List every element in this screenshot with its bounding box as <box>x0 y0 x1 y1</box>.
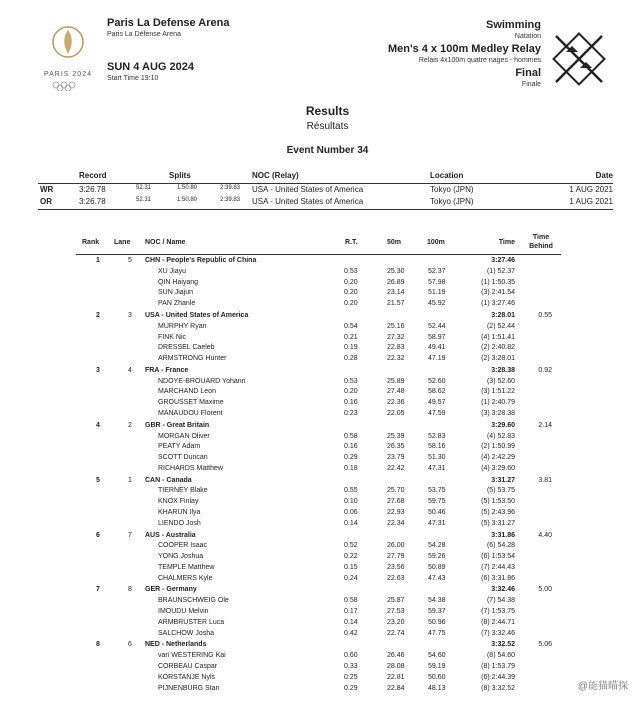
swimmer-100m: 47.31 <box>428 464 446 472</box>
noc-relay-header: NOC (Relay) <box>252 171 299 180</box>
swimmer-100m: 58.62 <box>428 388 446 396</box>
team-time-behind: 0.55 <box>538 311 552 319</box>
swimmer-100m: 49.41 <box>428 344 446 352</box>
50m-header: 50m <box>387 239 402 246</box>
record-location: Tokyo (JPN) <box>430 185 474 194</box>
rt-header: R.T. <box>345 239 358 246</box>
swimmer-100m: 59.26 <box>428 553 446 561</box>
team-noc: CHN - People's Republic of China <box>145 257 257 264</box>
splits-header: Splits <box>169 171 191 180</box>
swimmer-name: FINK Nic <box>158 333 186 341</box>
team-row <box>0 257 640 268</box>
swimmer-50m: 26.35 <box>387 443 405 451</box>
swimmer-cumulative-split: (5) 53.75 <box>486 487 515 495</box>
date-header: Date <box>595 171 613 180</box>
swimmer-reaction-time: 0.42 <box>344 629 358 637</box>
swimmer-cumulative-split: (3) 2:41.54 <box>481 289 515 297</box>
swimmer-100m: 59.75 <box>428 498 446 506</box>
records-rule-top <box>38 183 613 184</box>
swimmer-reaction-time: 0.22 <box>344 553 358 561</box>
phase-name: Final <box>515 67 541 79</box>
swimmer-reaction-time: 0.33 <box>344 662 358 670</box>
swimmer-name: CHALMERS Kyle <box>158 574 213 582</box>
team-rank: 4 <box>96 421 100 429</box>
swimmer-name: IMOUDU Melvin <box>158 608 209 615</box>
swimmer-name: XU Jiayu <box>158 267 187 275</box>
swimmer-reaction-time: 0.28 <box>344 355 358 363</box>
swimmer-row <box>0 619 640 630</box>
swimmer-50m: 25.30 <box>387 267 405 275</box>
swimmer-reaction-time: 0.52 <box>344 542 358 550</box>
swimmer-reaction-time: 0.60 <box>344 652 358 660</box>
swimmer-50m: 22.05 <box>387 410 405 417</box>
record-split-3: 2:39.83 <box>220 185 241 191</box>
team-time-behind: 5.00 <box>538 586 552 594</box>
swimmer-cumulative-split: (4) 3:29.60 <box>481 464 515 472</box>
swimmer-name: TEMPLE Matthew <box>158 563 215 571</box>
team-time: 3:32.52 <box>491 641 515 649</box>
team-row <box>0 477 640 488</box>
noc-name-header: NOC / Name <box>145 239 186 246</box>
swimmer-100m: 49.57 <box>428 399 446 407</box>
swimmer-cumulative-split: (3) 3:28.38 <box>481 410 515 417</box>
record-code: WR <box>40 185 54 194</box>
record-location: Tokyo (JPN) <box>430 197 474 206</box>
swimmer-cumulative-split: (1) 52.37 <box>486 267 515 275</box>
swimmer-reaction-time: 0.17 <box>344 608 358 615</box>
swimmer-reaction-time: 0.20 <box>344 278 358 286</box>
swimmer-row <box>0 685 640 696</box>
swimmer-name: DRESSEL Caeleb <box>158 344 215 352</box>
sport-name: Swimming <box>485 19 541 31</box>
team-time: 3:31.86 <box>491 531 515 539</box>
swimmer-50m: 26.00 <box>387 542 405 550</box>
swimmer-row <box>0 388 640 399</box>
swimmer-50m: 25.89 <box>387 377 405 385</box>
swimmer-100m: 51.19 <box>428 289 446 297</box>
swimmer-name: COOPER Isaac <box>158 542 208 550</box>
swimmer-row <box>0 454 640 465</box>
swimmer-100m: 52.60 <box>428 377 446 385</box>
event-name: Men's 4 x 100m Medley Relay <box>387 43 541 55</box>
swimmer-row <box>0 355 640 366</box>
swimmer-row <box>0 399 640 410</box>
swimmer-row <box>0 652 640 663</box>
swimmer-cumulative-split: (2) 52.44 <box>486 322 515 330</box>
swimmer-reaction-time: 0.21 <box>344 333 358 341</box>
swimmer-name: SUN Jiajun <box>158 289 194 297</box>
lane-header: Lane <box>114 239 131 246</box>
swimmer-cumulative-split: (1) 1:50.35 <box>481 278 515 286</box>
swimmer-cumulative-split: (6) 1:53.54 <box>481 553 515 561</box>
team-time-behind: 3.81 <box>538 476 552 484</box>
team-lane: 7 <box>128 531 132 539</box>
swimmer-50m: 22.74 <box>387 629 405 637</box>
swimmer-cumulative-split: (7) 2:44.43 <box>481 563 515 571</box>
swimmer-row <box>0 608 640 619</box>
team-lane: 2 <box>128 421 132 429</box>
swimmer-100m: 50.96 <box>428 618 446 626</box>
swimmer-row <box>0 498 640 509</box>
swimmer-row <box>0 268 640 279</box>
team-noc: NED - Netherlands <box>145 641 207 649</box>
swimmer-100m: 50.60 <box>428 673 446 681</box>
team-time: 3:31.27 <box>491 476 515 484</box>
record-date: 1 AUG 2021 <box>569 185 613 194</box>
record-split-1: 52.31 <box>136 185 152 191</box>
swimmer-reaction-time: 0.10 <box>344 498 358 506</box>
swimmer-100m: 47.75 <box>428 629 446 637</box>
swimmer-name: ARMBRUSTER Luca <box>158 618 225 626</box>
swimmer-name: TIERNEY Blake <box>158 487 208 495</box>
swimmer-50m: 22.32 <box>387 355 405 363</box>
swimmer-reaction-time: 0.16 <box>344 443 358 451</box>
records-header <box>38 171 613 183</box>
team-time: 3:28.01 <box>491 311 515 319</box>
swimmer-100m: 47.31 <box>428 519 446 527</box>
swimmer-reaction-time: 0.25 <box>344 673 358 681</box>
team-time: 3:32.46 <box>491 586 515 594</box>
swimmer-name: RICHARDS Matthew <box>158 464 223 472</box>
team-rank: 2 <box>96 311 100 319</box>
swimmer-100m: 50.46 <box>428 509 446 516</box>
swimmer-cumulative-split: (6) 3:31.86 <box>481 574 515 582</box>
swimmer-100m: 58.97 <box>428 333 446 341</box>
swimmer-50m: 27.48 <box>387 388 405 396</box>
results-title-fr: Résultats <box>306 121 349 132</box>
swimmer-row <box>0 663 640 674</box>
swimmer-name: SALCHOW Josha <box>158 629 215 637</box>
swimmer-name: NDOYE-BROUARD Yohann <box>158 377 246 385</box>
swimmer-name: KHARUN Ilya <box>158 509 201 516</box>
swimmer-cumulative-split: (2) 1:50.99 <box>481 443 515 451</box>
swimmer-cumulative-split: (3) 1:51.22 <box>481 388 515 396</box>
team-rank: 6 <box>96 531 100 539</box>
swimmer-name: PEATY Adam <box>158 443 201 451</box>
swimmer-100m: 47.43 <box>428 574 446 582</box>
swimmer-row <box>0 509 640 520</box>
swimmer-reaction-time: 0.20 <box>344 289 358 297</box>
swimmer-cumulative-split: (8) 3:32.52 <box>481 684 515 692</box>
swimmer-50m: 25.16 <box>387 322 405 330</box>
team-time-behind: 0.92 <box>538 366 552 374</box>
swimmer-50m: 25.39 <box>387 432 405 440</box>
team-time: 3:28.38 <box>491 366 515 374</box>
record-noc: USA - United States of America <box>252 185 364 194</box>
swimmer-name: ARMSTRONG Hunter <box>158 355 227 363</box>
swimmer-row <box>0 674 640 685</box>
swimmer-row <box>0 487 640 498</box>
swimmer-row <box>0 279 640 290</box>
time-header: Time <box>498 239 515 246</box>
swimmer-row <box>0 289 640 300</box>
swimmer-row <box>0 378 640 389</box>
swimmer-name: MARCHAND Leon <box>158 388 216 396</box>
swimmer-cumulative-split: (2) 2:40.82 <box>481 344 515 352</box>
swimmer-row <box>0 334 640 345</box>
team-row <box>0 367 640 378</box>
swimmer-cumulative-split: (8) 2:44.71 <box>481 618 515 626</box>
swimmer-name: CORBEAU Caspar <box>158 662 218 670</box>
swimming-pictogram-icon <box>548 28 610 90</box>
record-code: OR <box>40 197 52 206</box>
swimmer-reaction-time: 0.29 <box>344 684 358 692</box>
team-rank: 7 <box>96 586 100 594</box>
time-behind-header: Time Behind <box>529 234 553 250</box>
watermark: @能猫瞄探 <box>577 681 628 692</box>
swimmer-row <box>0 520 640 531</box>
swimmer-50m: 27.68 <box>387 498 405 506</box>
swimmer-50m: 26.89 <box>387 278 405 286</box>
team-lane: 3 <box>128 311 132 319</box>
swimmer-name: MANAUDOU Florent <box>158 410 223 417</box>
swimmer-100m: 47.19 <box>428 355 446 363</box>
team-lane: 1 <box>128 476 132 484</box>
team-row <box>0 312 640 323</box>
swimmer-100m: 52.37 <box>428 267 446 275</box>
swimmer-reaction-time: 0.54 <box>344 322 358 330</box>
swimmer-row <box>0 553 640 564</box>
swimmer-100m: 59.37 <box>428 608 446 615</box>
swimmer-100m: 54.28 <box>428 542 446 550</box>
swimmer-cumulative-split: (4) 2:42.29 <box>481 454 515 462</box>
event-name-fr: Relais 4x100m quatre nages - hommes <box>418 57 541 64</box>
swimmer-reaction-time: 0.58 <box>344 597 358 605</box>
swimmer-reaction-time: 0.14 <box>344 618 358 626</box>
team-rank: 1 <box>96 257 100 264</box>
results-table-rule <box>76 254 561 255</box>
swimmer-name: PIJNENBURG Stan <box>158 684 220 692</box>
venue-name: Paris La Defense Arena <box>107 17 230 29</box>
team-lane: 4 <box>128 366 132 374</box>
swimmer-cumulative-split: (2) 3:28.01 <box>481 355 515 363</box>
swimmer-50m: 25.70 <box>387 487 405 495</box>
swimmer-reaction-time: 0.14 <box>344 519 358 527</box>
team-lane: 6 <box>128 641 132 649</box>
team-noc: USA - United States of America <box>145 311 249 319</box>
swimmer-100m: 54.60 <box>428 652 446 660</box>
record-time: 3:26.78 <box>79 197 106 206</box>
swimmer-100m: 47.59 <box>428 410 446 417</box>
swimmer-reaction-time: 0.06 <box>344 509 358 516</box>
team-rank: 3 <box>96 366 100 374</box>
swimmer-cumulative-split: (7) 54.38 <box>486 597 515 605</box>
swimmer-50m: 21.57 <box>387 300 405 308</box>
swimmer-100m: 59.19 <box>428 662 446 670</box>
phase-name-fr: Finale <box>521 81 541 88</box>
swimmer-row <box>0 630 640 641</box>
swimmer-row <box>0 443 640 454</box>
rank-header: Rank <box>82 239 100 246</box>
team-noc: GBR - Great Britain <box>145 421 210 429</box>
record-split-2: 1:50.80 <box>177 185 198 191</box>
team-time-behind: 4.40 <box>538 531 552 539</box>
swimmer-cumulative-split: (7) 1:53.75 <box>481 608 515 615</box>
swimmer-row <box>0 344 640 355</box>
swimmer-cumulative-split: (8) 1:53.79 <box>481 662 515 670</box>
team-time: 3:29.60 <box>491 421 515 429</box>
swimmer-reaction-time: 0.15 <box>344 563 358 571</box>
swimmer-reaction-time: 0.29 <box>344 454 358 462</box>
swimmer-100m: 57.98 <box>428 278 446 286</box>
venue-name-fr: Paris La Défense Arena <box>107 31 181 38</box>
swimmer-reaction-time: 0.23 <box>344 410 358 417</box>
swimmer-cumulative-split: (7) 3:32.46 <box>481 629 515 637</box>
swimmer-name: BRAUNSCHWEIG Ole <box>158 597 229 605</box>
record-split-1: 52.31 <box>136 197 152 203</box>
swimmer-50m: 26.46 <box>387 652 405 660</box>
swimmer-100m: 52.44 <box>428 322 446 330</box>
record-header: Record <box>79 171 107 180</box>
swimmer-reaction-time: 0.19 <box>344 344 358 352</box>
start-time: Start Time 19:10 <box>107 75 159 82</box>
team-row <box>0 532 640 543</box>
team-noc: GER - Germany <box>145 586 197 594</box>
swimmer-name: YONG Joshua <box>158 553 204 561</box>
swimmer-reaction-time: 0.24 <box>344 574 358 582</box>
swimmer-row <box>0 300 640 311</box>
swimmer-cumulative-split: (6) 54.28 <box>486 542 515 550</box>
swimmer-row <box>0 597 640 608</box>
swimmer-name: MURPHY Ryan <box>158 322 207 330</box>
team-rank: 5 <box>96 476 100 484</box>
swimmer-reaction-time: 0.18 <box>344 464 358 472</box>
record-row-or <box>38 197 613 208</box>
record-split-3: 2:39.83 <box>220 197 241 203</box>
swimmer-100m: 53.75 <box>428 487 446 495</box>
swimmer-name: GROUSSET Maxime <box>158 399 224 407</box>
swimmer-100m: 48.13 <box>428 684 446 692</box>
swimmer-cumulative-split: (4) 52.83 <box>486 432 515 440</box>
swimmer-50m: 27.32 <box>387 333 405 341</box>
swimmer-50m: 23.14 <box>387 289 405 297</box>
swimmer-100m: 51.30 <box>428 454 446 462</box>
swimmer-name: LIENDO Josh <box>158 519 201 527</box>
swimmer-row <box>0 410 640 421</box>
swimmer-cumulative-split: (1) 3:27.46 <box>481 300 515 308</box>
swimmer-50m: 28.08 <box>387 662 405 670</box>
swimmer-row <box>0 542 640 553</box>
swimmer-cumulative-split: (3) 52.60 <box>486 377 515 385</box>
record-date: 1 AUG 2021 <box>569 197 613 206</box>
swimmer-cumulative-split: (5) 3:31.27 <box>481 519 515 527</box>
swimmer-reaction-time: 0.55 <box>344 487 358 495</box>
swimmer-row <box>0 465 640 476</box>
record-split-2: 1:50.80 <box>177 197 198 203</box>
swimmer-50m: 27.53 <box>387 608 405 615</box>
swimmer-row <box>0 564 640 575</box>
swimmer-50m: 27.79 <box>387 553 405 561</box>
event-date: SUN 4 AUG 2024 <box>107 61 195 73</box>
results-title: Results <box>305 104 350 118</box>
swimmer-reaction-time: 0.20 <box>344 388 358 396</box>
team-time: 3:27.46 <box>491 257 515 264</box>
swimmer-name: MORGAN Oliver <box>158 432 210 440</box>
team-row <box>0 422 640 433</box>
swimmer-100m: 58.16 <box>428 443 446 451</box>
sport-name-fr: Natation <box>514 33 541 40</box>
swimmer-50m: 22.83 <box>387 344 405 352</box>
swimmer-100m: 54.38 <box>428 597 446 605</box>
swimmer-name: KNOX Finlay <box>158 498 199 506</box>
event-number: Event Number 34 <box>286 145 369 156</box>
team-noc: CAN - Canada <box>145 476 192 484</box>
swimmer-50m: 23.20 <box>387 618 405 626</box>
swimmer-name: PAN Zhanle <box>158 300 196 308</box>
record-row-wr <box>38 185 613 196</box>
team-row <box>0 641 640 652</box>
swimmer-cumulative-split: (4) 1:51.41 <box>481 333 515 341</box>
swimmer-name: QIN Haiyang <box>158 278 199 286</box>
swimmer-100m: 52.83 <box>428 432 446 440</box>
team-time-behind: 5.06 <box>538 641 552 649</box>
swimmer-50m: 22.42 <box>387 464 405 472</box>
swimmer-50m: 22.36 <box>387 399 405 407</box>
location-header: Location <box>430 171 464 180</box>
swimmer-name: SCOTT Duncan <box>158 454 208 462</box>
swimmer-reaction-time: 0.53 <box>344 267 358 275</box>
swimmer-50m: 23.79 <box>387 454 405 462</box>
team-rank: 8 <box>96 641 100 649</box>
swimmer-reaction-time: 0.58 <box>344 432 358 440</box>
swimmer-name: van WESTERING Kai <box>158 652 226 660</box>
team-noc: FRA - France <box>145 366 189 374</box>
100m-header: 100m <box>427 239 445 246</box>
swimmer-100m: 50.89 <box>428 563 446 571</box>
swimmer-row <box>0 575 640 586</box>
swimmer-50m: 22.63 <box>387 574 405 582</box>
swimmer-50m: 25.87 <box>387 597 405 605</box>
swimmer-row <box>0 433 640 444</box>
team-lane: 5 <box>128 257 132 264</box>
swimmer-50m: 23.56 <box>387 563 405 571</box>
swimmer-reaction-time: 0.53 <box>344 377 358 385</box>
record-noc: USA - United States of America <box>252 197 364 206</box>
results-table-header <box>0 233 640 253</box>
swimmer-reaction-time: 0.20 <box>344 300 358 308</box>
swimmer-cumulative-split: (1) 2:40.79 <box>481 399 515 407</box>
swimmer-50m: 22.81 <box>387 673 405 681</box>
logo-text: PARIS 2024 <box>43 71 92 78</box>
swimmer-50m: 22.93 <box>387 509 405 516</box>
team-lane: 8 <box>128 586 132 594</box>
team-noc: AUS - Australia <box>145 531 196 539</box>
team-row <box>0 586 640 597</box>
records-rule-bottom <box>38 209 613 210</box>
record-time: 3:26.78 <box>79 185 106 194</box>
swimmer-row <box>0 323 640 334</box>
swimmer-50m: 22.34 <box>387 519 405 527</box>
swimmer-name: KORSTANJE Nyls <box>158 673 216 681</box>
team-time-behind: 2.14 <box>538 421 552 429</box>
paris-2024-logo <box>40 24 96 84</box>
swimmer-cumulative-split: (6) 2:44.39 <box>481 673 515 681</box>
swimmer-50m: 22.84 <box>387 684 405 692</box>
swimmer-cumulative-split: (8) 54.60 <box>486 652 515 660</box>
swimmer-cumulative-split: (5) 2:43.96 <box>481 509 515 516</box>
swimmer-100m: 45.92 <box>428 300 446 308</box>
swimmer-cumulative-split: (5) 1:53.50 <box>481 498 515 506</box>
swimmer-reaction-time: 0.16 <box>344 399 358 407</box>
